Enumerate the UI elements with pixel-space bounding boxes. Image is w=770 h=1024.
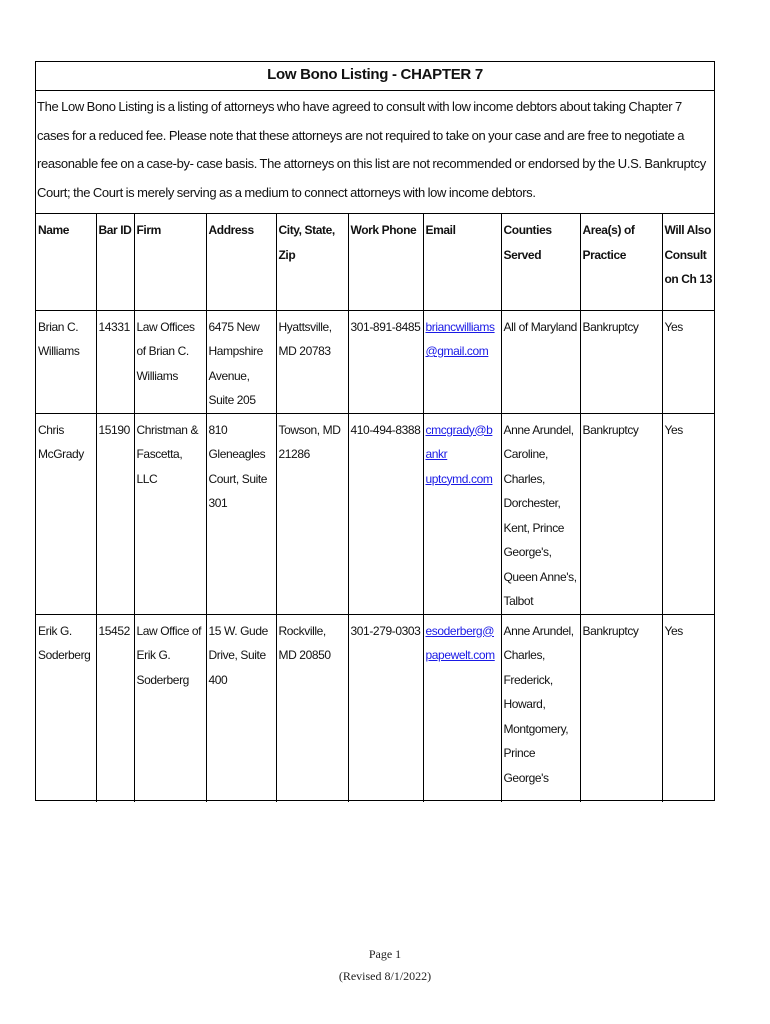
address: 810 Gleneagles Court, Suite 301	[206, 413, 276, 614]
ch13-consult: Yes	[662, 614, 714, 802]
col-header-ch13: Will Also Consult on Ch 13	[662, 214, 714, 310]
attorney-name: Erik G. Soderberg	[38, 623, 91, 662]
practice-area: Bankruptcy	[580, 614, 662, 802]
bar-id: 14331	[96, 310, 134, 413]
col-header-phone: Work Phone	[348, 214, 423, 310]
bar-id: 15452	[96, 614, 134, 802]
city-state-zip: Hyattsville, MD 20783	[276, 310, 348, 413]
attorney-table	[36, 214, 714, 802]
practice-area: Bankruptcy	[580, 413, 662, 614]
firm-name: Christman & Fascetta, LLC	[134, 413, 206, 614]
col-header-practice: Area(s) of Practice	[580, 214, 662, 310]
email-cell	[423, 614, 501, 802]
counties-served: Anne Arundel, Charles, Frederick, Howard, Montgomery, Prince George's	[501, 614, 580, 802]
title-divider	[36, 90, 714, 91]
attorney-name: Brian C. Williams	[36, 310, 96, 413]
email-link[interactable]: esoderberg@papewelt.com	[425, 623, 495, 662]
col-header-address: Address	[206, 214, 276, 310]
firm-name: Law Office of Erik G. Soderberg	[134, 614, 206, 802]
email-cell	[423, 310, 501, 413]
bar-id: 15190	[96, 413, 134, 614]
city-state-zip: Towson, MD 21286	[276, 413, 348, 614]
practice-area: Bankruptcy	[580, 310, 662, 413]
table-row	[36, 413, 714, 614]
address: 15 W. Gude Drive, Suite 400	[206, 614, 276, 802]
table-row	[36, 310, 714, 413]
intro-paragraph: The Low Bono Listing is a listing of attorneys who have agreed to consult with low income debtors about taking Chapter 7 cases for a reduced fee. Please note that these attorneys are not required to take on your case and are free to negotiate a reasonable fee on a case-by- case basis. The attorneys on this list are not recommended or endorsed by the U.S. Bankruptcy Court; the Court is merely serving as a medium to connect attorneys with low income debtors.	[37, 99, 706, 200]
page-number: Page 1	[368, 947, 402, 961]
table-header-row	[36, 214, 714, 310]
email-link[interactable]: cmcgrady@bankr uptcymd.com	[425, 422, 493, 486]
col-header-city: City, State, Zip	[276, 214, 348, 310]
ch13-consult: Yes	[662, 310, 714, 413]
city-state-zip: Rockville, MD 20850	[276, 614, 348, 802]
document-title: Low Bono Listing - CHAPTER 7	[267, 66, 483, 83]
table-row	[36, 614, 714, 802]
revision-date: (Revised 8/1/2022)	[338, 969, 432, 983]
ch13-consult: Yes	[662, 413, 714, 614]
col-header-name: Name	[36, 214, 96, 310]
email-link[interactable]: briancwilliams@gmail.com	[425, 319, 495, 358]
work-phone: 301-279-0303	[348, 614, 423, 802]
counties-served: Anne Arundel, Caroline, Charles, Dorchester, Kent, Prince George's, Queen Anne's, Talbot	[501, 413, 580, 614]
col-header-bar-id: Bar ID	[96, 214, 134, 310]
attorney-name: Chris McGrady	[36, 413, 96, 614]
listing-sheet	[35, 61, 715, 801]
work-phone: 301-891-8485	[348, 310, 423, 413]
col-header-email: Email	[423, 214, 501, 310]
address: 6475 New Hampshire Avenue, Suite 205	[206, 310, 276, 413]
counties-served: All of Maryland	[501, 310, 580, 413]
email-cell	[423, 413, 501, 614]
work-phone: 410-494-8388	[348, 413, 423, 614]
firm-name: Law Offices of Brian C. Williams	[134, 310, 206, 413]
col-header-counties: Counties Served	[501, 214, 580, 310]
col-header-firm: Firm	[134, 214, 206, 310]
